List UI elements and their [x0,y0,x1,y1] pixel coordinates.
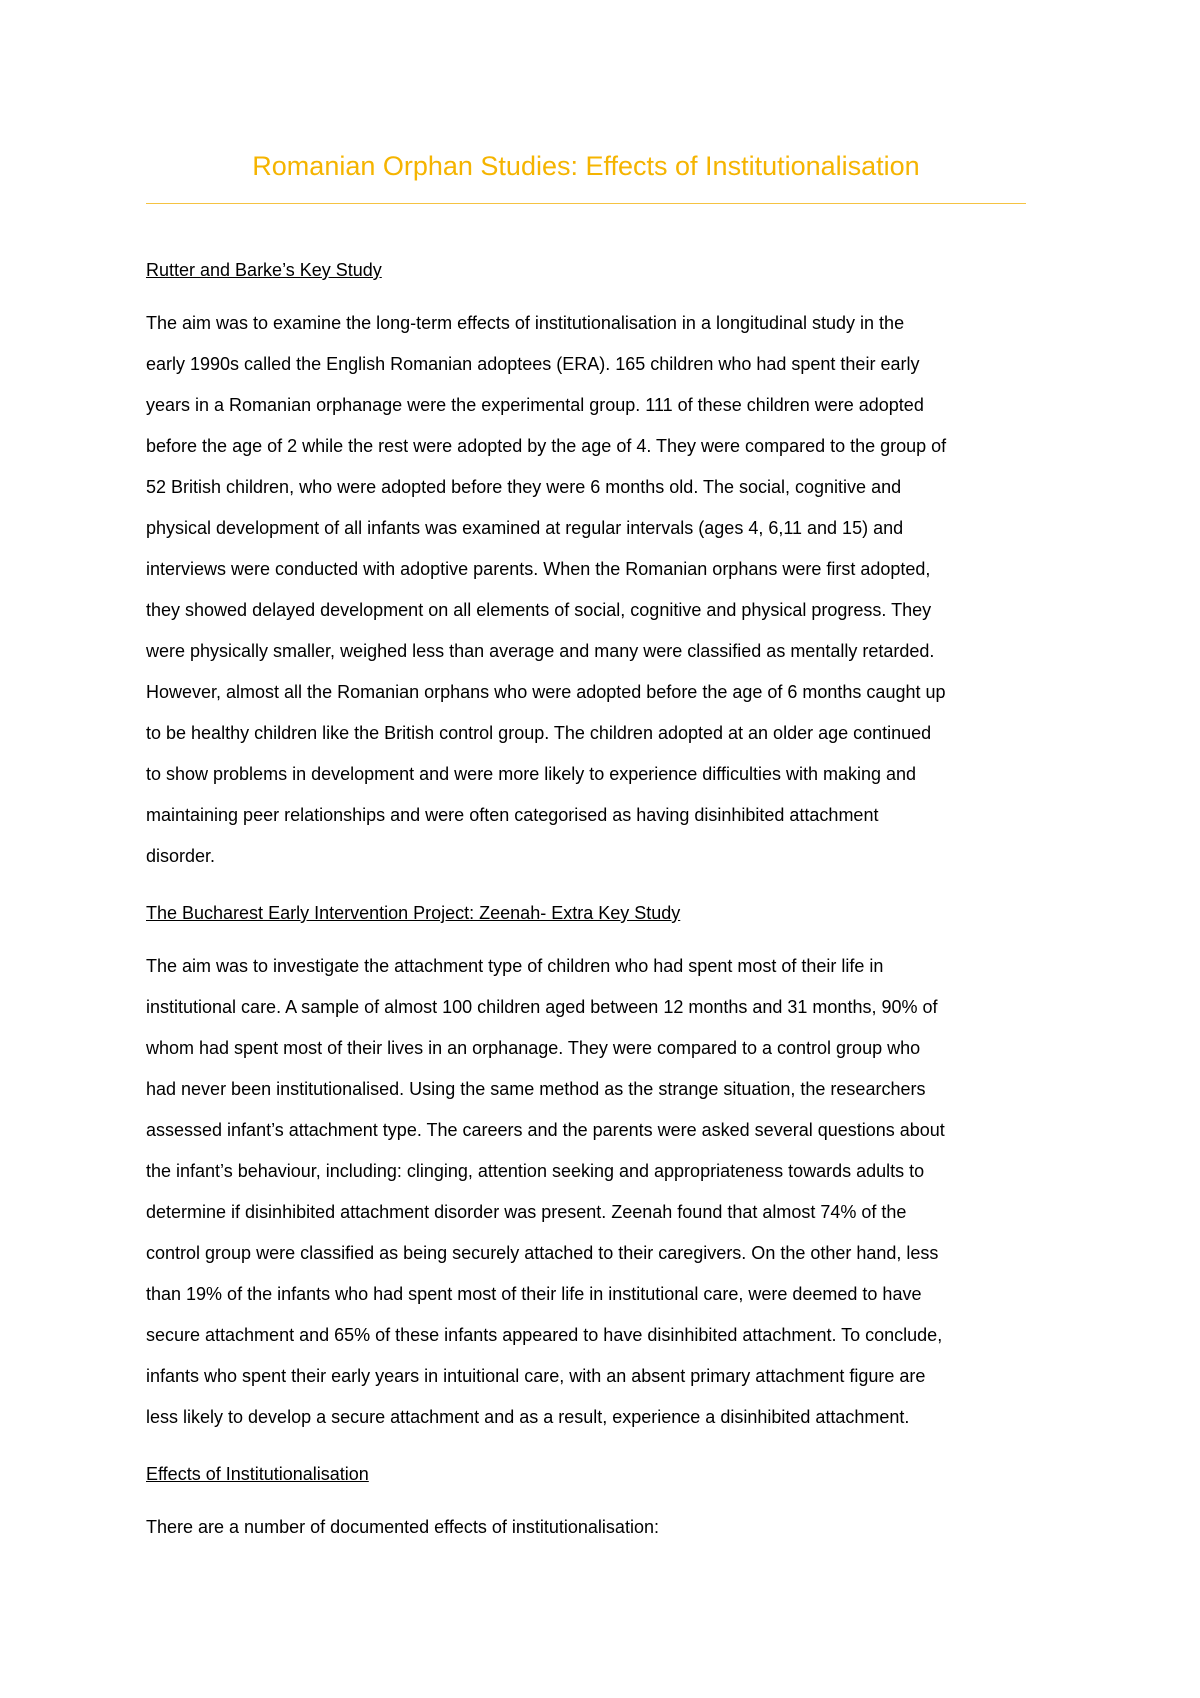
paragraph-line: to show problems in development and were more likely to experience difficulties with making and [146,764,917,784]
section-paragraph-effects [146,1507,1066,1548]
paragraph-line: The aim was to examine the long-term effects of institutionalisation in a longitudinal study in the [146,313,905,333]
paragraph-line: less likely to develop a secure attachment and as a result, experience a disinhibited attachment. [146,1407,910,1427]
paragraph-line: maintaining peer relationships and were often categorised as having disinhibited attachment [146,805,879,825]
paragraph-line: institutional care. A sample of almost 100 children aged between 12 months and 31 months, 90% of [146,997,938,1017]
paragraph-line: There are a number of documented effects of institutionalisation: [146,1517,659,1537]
paragraph-line: assessed infant’s attachment type. The careers and the parents were asked several questions about [146,1120,945,1140]
paragraph-line: determine if disinhibited attachment disorder was present. Zeenah found that almost 74% of the [146,1202,907,1222]
paragraph-line: interviews were conducted with adoptive parents. When the Romanian orphans were first adopted, [146,559,931,579]
paragraph-line: whom had spent most of their lives in an orphanage. They were compared to a control group who [146,1038,921,1058]
paragraph-line: were physically smaller, weighed less than average and many were classified as mentally retarded. [146,641,935,661]
section-paragraph-bucharest [146,946,1066,1438]
paragraph-line: The aim was to investigate the attachment type of children who had spent most of their life in [146,956,884,976]
paragraph-line: had never been institutionalised. Using the same method as the strange situation, the researchers [146,1079,926,1099]
page-title: Romanian Orphan Studies: Effects of Institutionalisation [252,151,920,181]
document-body [146,250,1066,1548]
paragraph-line: the infant’s behaviour, including: clinging, attention seeking and appropriateness towards adults to [146,1161,925,1181]
paragraph-line: infants who spent their early years in intuitional care, with an absent primary attachment figure are [146,1366,926,1386]
paragraph-line: before the age of 2 while the rest were adopted by the age of 4. They were compared to the group of [146,436,947,456]
title-divider [146,203,1026,204]
paragraph-line: years in a Romanian orphanage were the experimental group. 111 of these children were adopted [146,395,924,415]
paragraph-line: early 1990s called the English Romanian adoptees (ERA). 165 children who had spent their early [146,354,920,374]
section-heading-bucharest: The Bucharest Early Intervention Project: Zeenah- Extra Key Study [146,903,681,923]
paragraph-line: secure attachment and 65% of these infants appeared to have disinhibited attachment. To conclude, [146,1325,943,1345]
paragraph-line: than 19% of the infants who had spent most of their life in institutional care, were deemed to have [146,1284,922,1304]
paragraph-line: control group were classified as being securely attached to their caregivers. On the other hand, less [146,1243,939,1263]
paragraph-line: 52 British children, who were adopted before they were 6 months old. The social, cognitive and [146,477,902,497]
paragraph-line: they showed delayed development on all elements of social, cognitive and physical progress. They [146,600,932,620]
paragraph-line: However, almost all the Romanian orphans who were adopted before the age of 6 months caught up [146,682,946,702]
paragraph-line: disorder. [146,846,216,866]
paragraph-line: physical development of all infants was examined at regular intervals (ages 4, 6,11 and 15) and [146,518,904,538]
paragraph-line: to be healthy children like the British control group. The children adopted at an older age continued [146,723,932,743]
section-heading-rutter-barke: Rutter and Barke’s Key Study [146,260,382,280]
section-heading-effects: Effects of Institutionalisation [146,1464,369,1484]
section-paragraph-rutter-barke [146,303,1066,877]
